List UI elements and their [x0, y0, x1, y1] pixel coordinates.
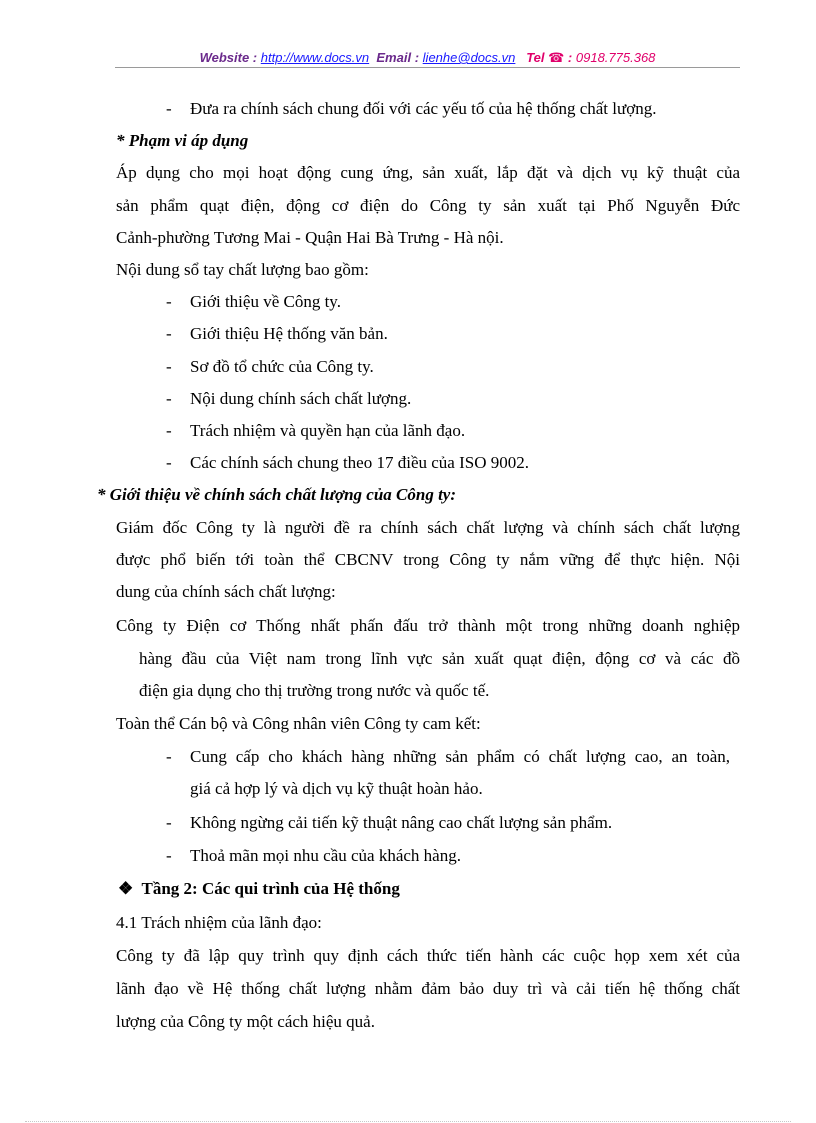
bullet-dash: -: [166, 453, 172, 472]
bullet-dash: -: [166, 324, 172, 343]
section-paragraph-line: lãnh đạo về Hệ thống chất lượng nhằm đảm bảo duy trì và cải tiến hệ thống chất: [116, 979, 740, 998]
commitment-intro: Toàn thể Cán bộ và Công nhân viên Công ty cam kết:: [116, 714, 481, 733]
scope-paragraph-line: Cảnh-phường Tương Mai - Quận Hai Bà Trưng - Hà nội.: [116, 228, 504, 247]
contents-item: Trách nhiệm và quyền hạn của lãnh đạo.: [190, 421, 466, 440]
section-paragraph-line: Công ty đã lập quy trình quy định cách thức tiến hành các cuộc họp xem xét của: [116, 946, 740, 965]
section-heading: 4.1 Trách nhiệm của lãnh đạo:: [116, 913, 322, 932]
policy-paragraph-line: dung của chính sách chất lượng:: [116, 582, 336, 601]
bullet-dash: -: [166, 421, 172, 440]
policy-paragraph-line: Giám đốc Công ty là người đề ra chính sách chất lượng và chính sách chất lượng: [116, 518, 740, 537]
commitment-item-continued: giá cả hợp lý và dịch vụ kỹ thuật hoàn hảo.: [190, 779, 483, 798]
contents-item: Giới thiệu về Công ty.: [190, 292, 341, 311]
scope-paragraph-line: sản phẩm quạt điện, động cơ điện do Công ty sản xuất tại Phố Nguyễn Đức: [116, 196, 740, 215]
bullet-dash: -: [166, 389, 172, 408]
section-paragraph-line: lượng của Công ty một cách hiệu quả.: [116, 1012, 375, 1031]
contents-item: Các chính sách chung theo 17 điều của ISO 9002.: [190, 453, 529, 472]
contents-intro: Nội dung sổ tay chất lượng bao gồm:: [116, 260, 369, 279]
contents-item: Giới thiệu Hệ thống văn bản.: [190, 324, 388, 343]
commitment-item: Thoả mãn mọi nhu cầu của khách hàng.: [190, 846, 461, 865]
page-bottom-border: [25, 1121, 791, 1122]
goal-paragraph-line: Công ty Điện cơ Thống nhất phấn đấu trở thành một trong những doanh nghiệp: [116, 616, 740, 635]
website-link[interactable]: http://www.docs.vn: [260, 50, 370, 65]
contents-item: Nội dung chính sách chất lượng.: [190, 389, 412, 408]
bullet-dash: -: [166, 357, 172, 376]
email-link[interactable]: lienhe@docs.vn: [422, 50, 516, 65]
contents-item: Sơ đồ tổ chức của Công ty.: [190, 357, 374, 376]
bullet-dash: -: [166, 747, 172, 766]
diamond-bullet-icon: ❖: [118, 879, 134, 898]
header-divider: [115, 67, 740, 68]
tel-number: 0918.775.368: [575, 50, 656, 65]
commitment-item: Không ngừng cải tiến kỹ thuật nâng cao chất lượng sản phẩm.: [190, 813, 613, 832]
email-label: Email: [376, 50, 412, 65]
scope-paragraph-line: Áp dụng cho mọi hoạt động cung ứng, sản xuất, lắp đặt và dịch vụ kỹ thuật của: [116, 163, 740, 182]
bullet-dash: -: [166, 292, 172, 311]
page-header: [115, 50, 740, 66]
level2-heading-text: Tầng 2: Các qui trình của Hệ thống: [141, 879, 400, 898]
website-label: Website :: [199, 50, 258, 65]
policy-paragraph-line: được phổ biến tới toàn thể CBCNV trong Công ty nắm vững để thực hiện. Nội: [116, 550, 740, 569]
tel-label: Tel ☎ :: [526, 50, 573, 65]
level2-heading: [118, 878, 400, 900]
intro-bullet: Đưa ra chính sách chung đối với các yếu tố của hệ thống chất lượng.: [190, 99, 657, 118]
scope-heading: * Phạm vi áp dụng: [116, 131, 249, 150]
goal-paragraph-line: điện gia dụng cho thị trường trong nước và quốc tế.: [139, 681, 490, 700]
bullet-dash: -: [166, 99, 172, 118]
email-separator: :: [414, 50, 420, 65]
bullet-dash: -: [166, 846, 172, 865]
bullet-dash: -: [166, 813, 172, 832]
policy-heading: * Giới thiệu về chính sách chất lượng của Công ty:: [97, 485, 457, 504]
goal-paragraph-line: hàng đầu của Việt nam trong lĩnh vực sản xuất quạt điện, động cơ và các đồ: [139, 649, 740, 668]
commitment-item: Cung cấp cho khách hàng những sản phẩm có chất lượng cao, an toàn,: [190, 747, 730, 766]
